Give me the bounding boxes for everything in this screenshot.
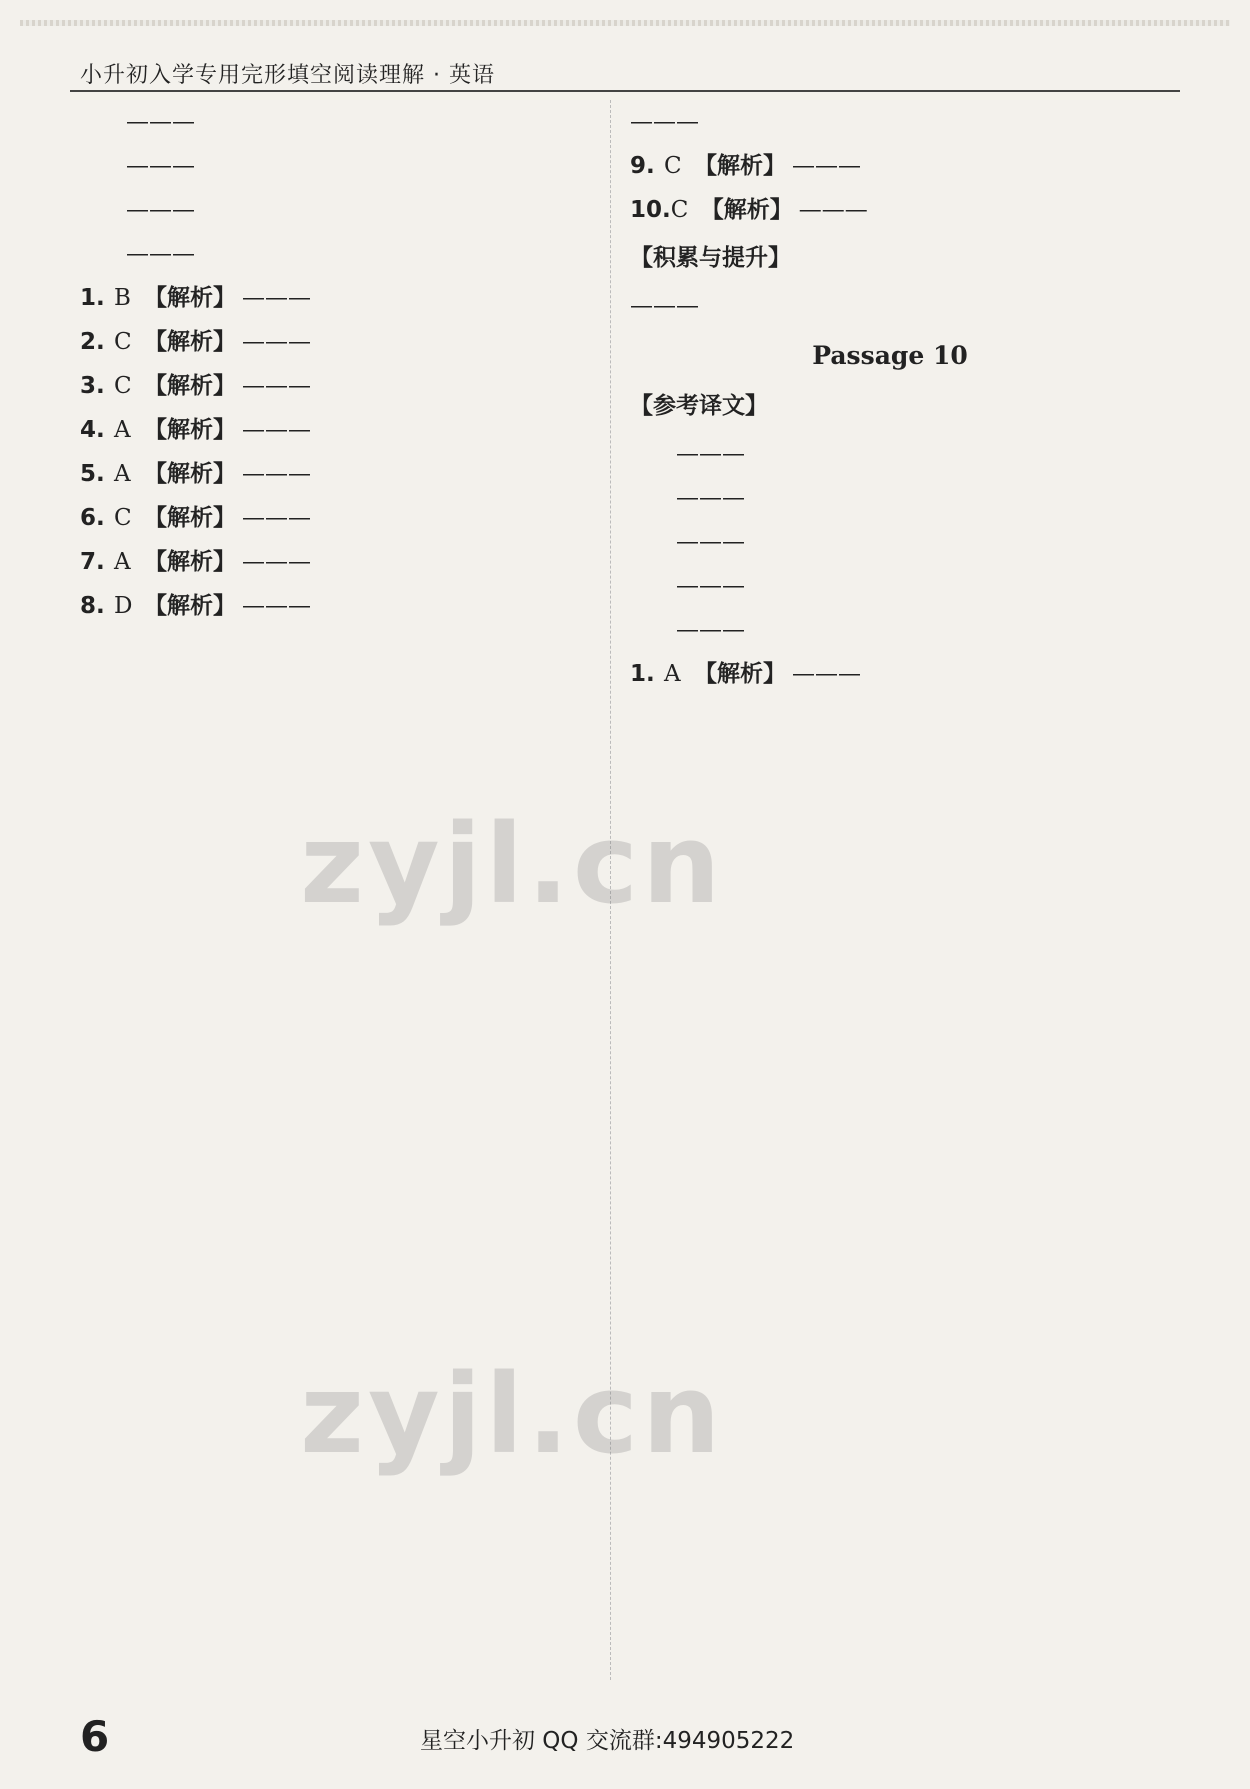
analysis-text: ——— xyxy=(242,549,311,575)
item-answer: D xyxy=(114,593,133,619)
answer-item xyxy=(80,408,600,452)
right-column xyxy=(630,100,1150,696)
item-answer: A xyxy=(664,661,681,687)
paragraph: ——— xyxy=(126,109,195,135)
item-number: 6. xyxy=(80,505,105,531)
analysis-text: ——— xyxy=(242,329,311,355)
header-rule xyxy=(70,90,1180,92)
paragraph: ——— xyxy=(126,197,195,223)
analysis-tag: 【解析】 xyxy=(694,153,786,179)
analysis-text: ——— xyxy=(792,661,861,687)
watermark: zyjl.cn xyxy=(300,1350,725,1478)
translation-paragraph: ——— xyxy=(676,529,745,555)
analysis-tag: 【解析】 xyxy=(144,461,236,487)
accumulate-heading: 【积累与提升】 xyxy=(630,245,791,271)
item-answer: C xyxy=(114,373,132,399)
page-edge xyxy=(20,20,1230,26)
item-answer: A xyxy=(114,417,131,443)
footer-text: 星空小升初 QQ 交流群:494905222 xyxy=(420,1728,795,1754)
item-number: 7. xyxy=(80,549,105,575)
analysis-tag: 【解析】 xyxy=(144,549,236,575)
answer-item xyxy=(630,144,1150,188)
translation-paragraph: ——— xyxy=(676,573,745,599)
analysis-text: ——— xyxy=(242,461,311,487)
answer-item xyxy=(80,364,600,408)
item-answer: C xyxy=(114,329,132,355)
item-number: 9. xyxy=(630,153,655,179)
answer-item xyxy=(80,320,600,364)
analysis-text: ——— xyxy=(242,285,311,311)
passage-title: Passage 10 xyxy=(812,341,968,370)
analysis-tag: 【解析】 xyxy=(144,505,236,531)
item-answer: C xyxy=(664,153,682,179)
item-number: 4. xyxy=(80,417,105,443)
analysis-tag: 【解析】 xyxy=(144,593,236,619)
left-column xyxy=(80,100,600,628)
analysis-tag: 【解析】 xyxy=(144,417,236,443)
answer-item xyxy=(80,276,600,320)
analysis-tag: 【解析】 xyxy=(144,285,236,311)
item-number: 1. xyxy=(630,661,655,687)
answer-item xyxy=(80,540,600,584)
book-header: 小升初入学专用完形填空阅读理解 · 英语 xyxy=(80,63,495,88)
analysis-text: ——— xyxy=(242,593,311,619)
answer-item xyxy=(80,584,600,628)
continuation-text: ——— xyxy=(630,109,699,135)
paragraph: ——— xyxy=(126,153,195,179)
item-answer: A xyxy=(114,549,131,575)
accumulate-text: ——— xyxy=(630,293,699,319)
analysis-tag: 【解析】 xyxy=(700,197,793,223)
item-number: 8. xyxy=(80,593,105,619)
paragraph: ——— xyxy=(126,241,195,267)
answer-item xyxy=(630,188,1150,232)
item-number: 10. xyxy=(630,197,671,223)
analysis-text: ——— xyxy=(242,417,311,443)
page-number: 6 xyxy=(80,1712,110,1761)
item-number: 2. xyxy=(80,329,105,355)
watermark: zyjl.cn xyxy=(300,800,725,928)
item-number: 3. xyxy=(80,373,105,399)
analysis-tag: 【解析】 xyxy=(694,661,786,687)
item-answer: C xyxy=(670,197,689,223)
analysis-text: ——— xyxy=(242,505,311,531)
translation-paragraph: ——— xyxy=(676,441,745,467)
analysis-text: ——— xyxy=(798,197,868,223)
item-number: 1. xyxy=(80,285,105,311)
translation-paragraph: ——— xyxy=(676,617,745,643)
analysis-text: ——— xyxy=(242,373,311,399)
item-answer: C xyxy=(114,505,132,531)
analysis-tag: 【解析】 xyxy=(144,329,236,355)
item-answer: B xyxy=(114,285,131,311)
translation-heading: 【参考译文】 xyxy=(630,393,768,419)
analysis-text: ——— xyxy=(792,153,861,179)
answer-item xyxy=(80,452,600,496)
translation-paragraph: ——— xyxy=(676,485,745,511)
analysis-tag: 【解析】 xyxy=(144,373,236,399)
answer-item xyxy=(630,652,1150,696)
item-answer: A xyxy=(114,461,131,487)
item-number: 5. xyxy=(80,461,105,487)
answer-item xyxy=(80,496,600,540)
